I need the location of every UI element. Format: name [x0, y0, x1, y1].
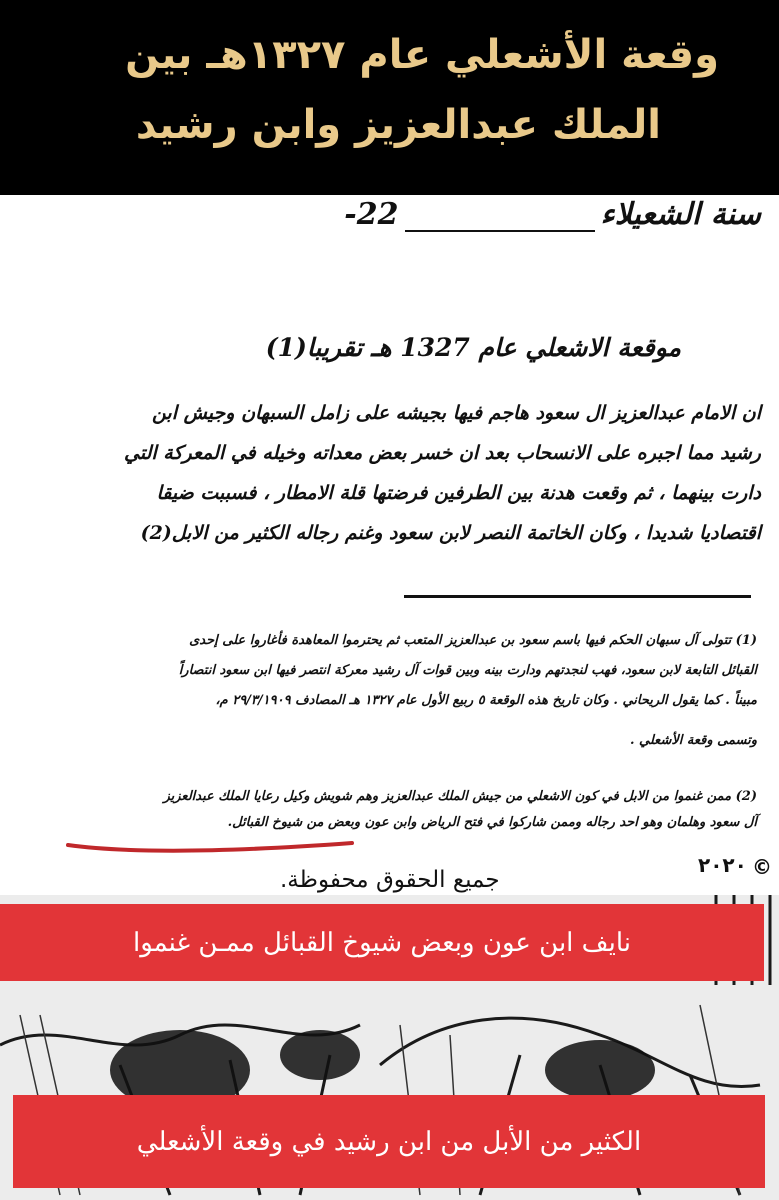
- title-banner: [0, 0, 779, 195]
- body-line-4: اقتصاديا شديدا ، وكان الخاتمة النصر لابن سعود وغنم رجاله الكثير من الابل(2): [140, 522, 761, 544]
- caption-top: [0, 904, 764, 981]
- banner-title-line-1: وقعة الأشعلي عام ١٣٢٧هـ بين: [125, 32, 719, 78]
- document-subtitle: موقعة الاشعلي عام 1327 هـ تقريبا(1): [265, 333, 681, 362]
- footnote-1-line-1: (1) تتولى آل سبهان الحكم فيها باسم سعود بن عبدالعزيز المتعب ثم يحترموا المعاهدة فأغاروا على إحدى: [189, 633, 757, 648]
- caption-top-text: نايف ابن عون وبعض شيوخ القبائل ممـن غنموا: [133, 927, 631, 958]
- illustration-background: [0, 895, 779, 1200]
- footnote-2-line-1: (2) ممن غنموا من الابل في كون الاشعلي من جيش الملك عبدالعزيز وهم شويش وكيل رعايا الملك عبدالعزيز: [163, 789, 757, 804]
- page-number: -22: [344, 197, 399, 232]
- header-label: سنة الشعيلاء: [600, 197, 761, 232]
- document-scan: [0, 195, 779, 895]
- document-header: [344, 197, 761, 232]
- footnote-2-line-2: آل سعود وهلمان وهو احد رجاله وممن شاركوا في فتح الرياض وابن عون وبعض من شيوخ القبائل.: [227, 815, 757, 830]
- copyright-year: ٢٠٢٠: [698, 853, 747, 877]
- copyright-icon: ©: [752, 855, 772, 879]
- red-highlight-underline: [66, 837, 356, 857]
- body-line-2: رشيد مما اجبره على الانسحاب بعد ان خسر بعض معداته وخيله في المعركة التي: [124, 442, 761, 464]
- rights-reserved-text: جميع الحقوق محفوظة.: [280, 867, 500, 893]
- banner-title-line-2: الملك عبدالعزيز وابن رشيد: [135, 102, 661, 148]
- body-line-1: ان الامام عبدالعزيز ال سعود هاجم فيها بجيشه على زامل السبهان وجيش ابن: [151, 402, 761, 424]
- body-line-3: دارت بينهما ، ثم وقعت هدنة بين الطرفين فرضتها قلة الامطار ، فسببت ضيقا: [156, 482, 761, 504]
- footnote-separator: [404, 595, 751, 598]
- footnote-1-line-3: مبيناً . كما يقول الريحاني . وكان تاريخ هذه الوقعة ٥ ربيع الأول عام ١٣٢٧ هـ المصادف ٢٩/٣/١٩٠٩ م،: [215, 693, 757, 708]
- header-blank-line: [405, 206, 595, 232]
- caption-bottom: [13, 1095, 765, 1188]
- footnote-1-line-2: القبائل التابعة لابن سعود، فهب لنجدتهم ودارت بينه وبين قوات آل رشيد معركة انتصر فيها ابن سعود انتصاراً: [178, 663, 757, 678]
- footnote-1-line-4: وتسمى وقعة الأشعلي .: [629, 733, 757, 748]
- caption-bottom-text: الكثير من الأبل من ابن رشيد في وقعة الأشعلي: [136, 1126, 642, 1157]
